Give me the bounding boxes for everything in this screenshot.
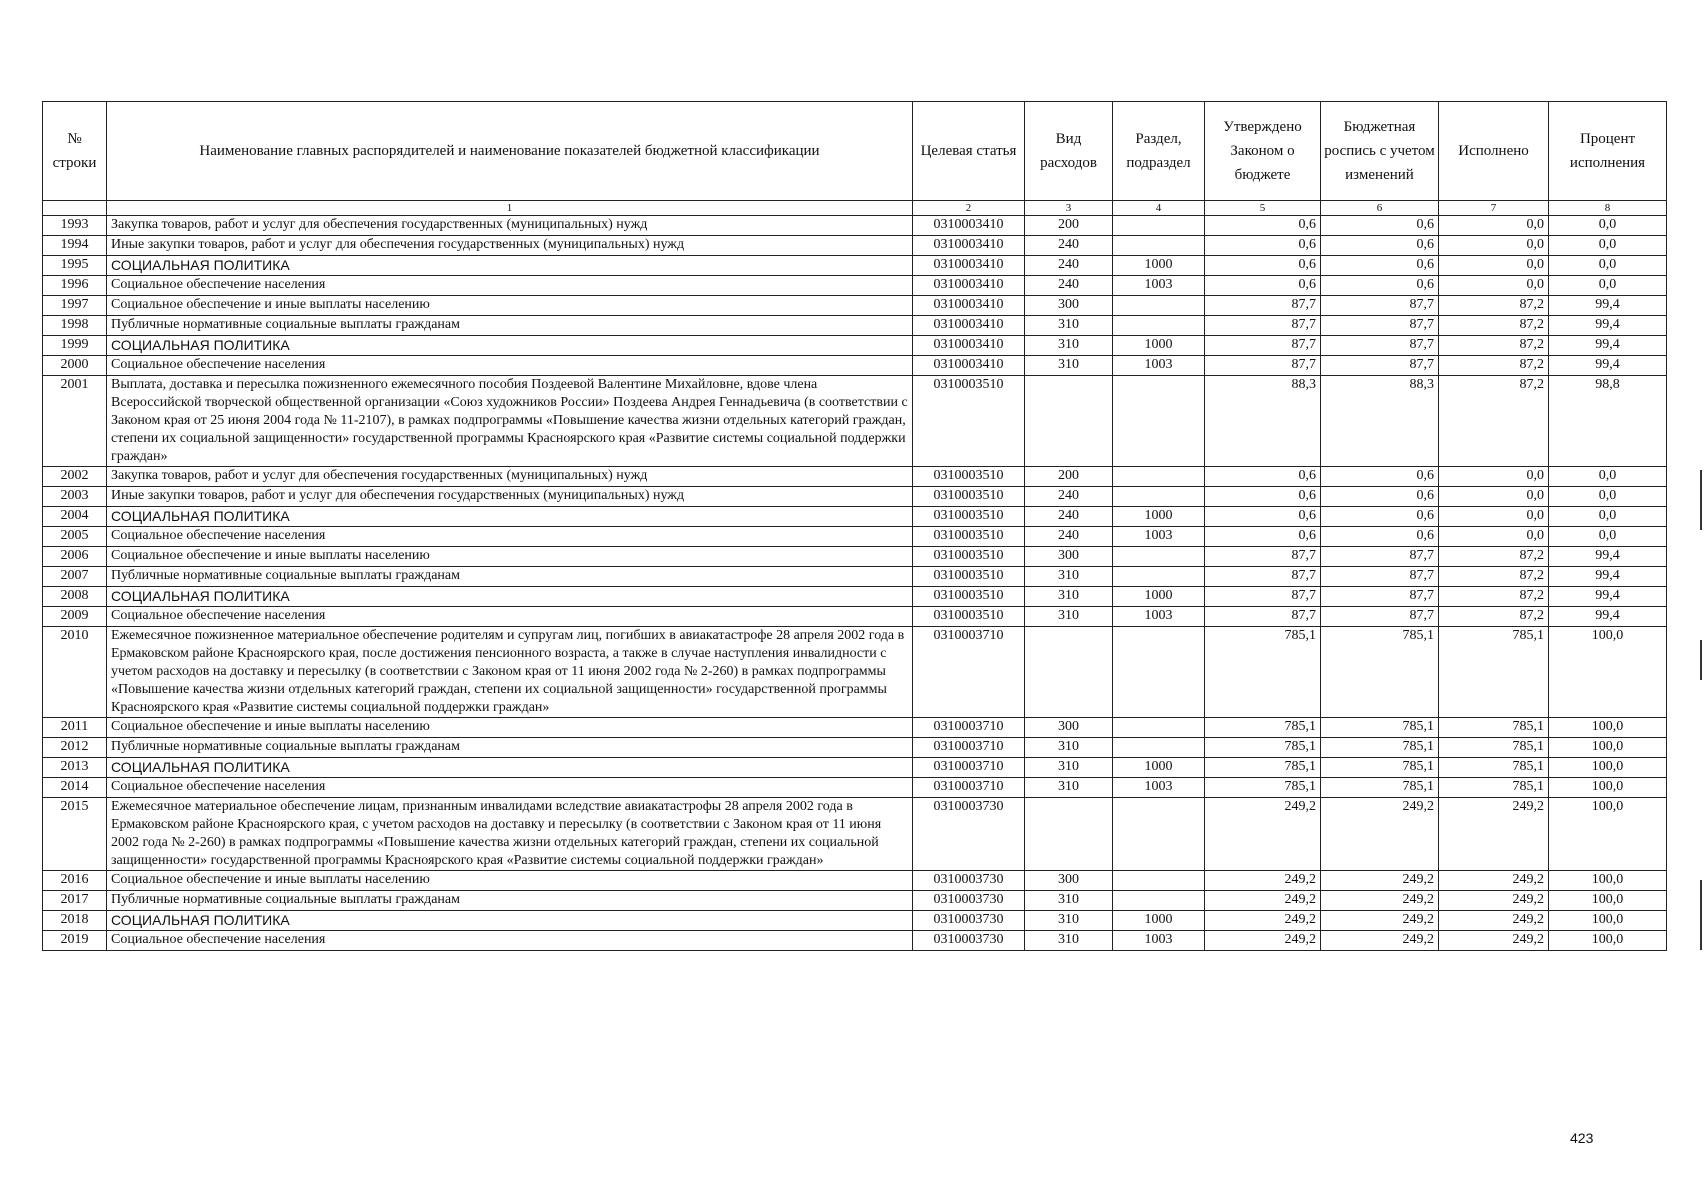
- cell-section: 1000: [1113, 336, 1205, 356]
- cell-approved: 87,7: [1205, 356, 1321, 376]
- cell-name: Ежемесячное пожизненное материальное обеспечение родителям и супругам лиц, погибших в авиакатастрофе 28 апреля 2002 года в Ермаковском районе Красноярского края, после достижения пенсионного возраста, а также в случае наступления инвалидности с учетом расходов на доставку и пересылку (в соответствии с Законом края от 11 июня 2002 года № 2-260) в рамках подпрограммы «Повышение качества жизни отдельных категорий граждан, степени их социальной защищенности» государственной программы Красноярского края «Развитие системы социальной поддержки граждан»: [107, 627, 913, 718]
- cell-approved: 0,6: [1205, 467, 1321, 487]
- cell-expense-type: 300: [1025, 718, 1113, 738]
- cell-approved: 88,3: [1205, 376, 1321, 467]
- table-row: [43, 778, 1667, 798]
- cell-target-article: 0310003710: [913, 627, 1025, 718]
- cell-target-article: 0310003410: [913, 356, 1025, 376]
- cell-approved: 87,7: [1205, 587, 1321, 607]
- cell-section: 1000: [1113, 758, 1205, 778]
- cell-executed: 87,2: [1439, 567, 1549, 587]
- cell-expense-type: [1025, 627, 1113, 718]
- cell-name: Публичные нормативные социальные выплаты гражданам: [107, 738, 913, 758]
- cell-approved: 249,2: [1205, 871, 1321, 891]
- cell-name: Иные закупки товаров, работ и услуг для обеспечения государственных (муниципальных) нужд: [107, 236, 913, 256]
- cell-expense-type: 310: [1025, 738, 1113, 758]
- cell-expense-type: 310: [1025, 931, 1113, 951]
- cell-expense-type: 310: [1025, 607, 1113, 627]
- cell-approved: 249,2: [1205, 911, 1321, 931]
- cell-name: СОЦИАЛЬНАЯ ПОЛИТИКА: [107, 911, 913, 931]
- table-row: [43, 567, 1667, 587]
- cell-section: 1000: [1113, 256, 1205, 276]
- cell-executed: 87,2: [1439, 296, 1549, 316]
- cell-section: [1113, 567, 1205, 587]
- column-number: 5: [1205, 201, 1321, 216]
- cell-row-number: 2012: [43, 738, 107, 758]
- cell-row-number: 1995: [43, 256, 107, 276]
- cell-row-number: 2015: [43, 798, 107, 871]
- cell-budget-list: 249,2: [1321, 911, 1439, 931]
- cell-expense-type: 310: [1025, 911, 1113, 931]
- scan-margin-mark: [1700, 880, 1702, 950]
- cell-executed: 785,1: [1439, 738, 1549, 758]
- cell-expense-type: 200: [1025, 216, 1113, 236]
- table-row: [43, 296, 1667, 316]
- cell-executed: 0,0: [1439, 216, 1549, 236]
- cell-section: [1113, 376, 1205, 467]
- cell-expense-type: 300: [1025, 871, 1113, 891]
- cell-name: Публичные нормативные социальные выплаты гражданам: [107, 567, 913, 587]
- cell-approved: 785,1: [1205, 778, 1321, 798]
- cell-percent: 0,0: [1549, 507, 1667, 527]
- cell-section: [1113, 627, 1205, 718]
- column-number: 7: [1439, 201, 1549, 216]
- cell-budget-list: 785,1: [1321, 778, 1439, 798]
- cell-percent: 100,0: [1549, 627, 1667, 718]
- cell-row-number: 2019: [43, 931, 107, 951]
- cell-executed: 0,0: [1439, 256, 1549, 276]
- cell-percent: 100,0: [1549, 798, 1667, 871]
- cell-executed: 785,1: [1439, 778, 1549, 798]
- cell-name: Социальное обеспечение населения: [107, 931, 913, 951]
- cell-row-number: 2016: [43, 871, 107, 891]
- cell-target-article: 0310003510: [913, 376, 1025, 467]
- cell-percent: 100,0: [1549, 911, 1667, 931]
- cell-target-article: 0310003730: [913, 871, 1025, 891]
- table-row: [43, 587, 1667, 607]
- header-target-article: Целевая статья: [913, 102, 1025, 201]
- cell-section: [1113, 467, 1205, 487]
- table-row: [43, 236, 1667, 256]
- cell-row-number: 2002: [43, 467, 107, 487]
- cell-target-article: 0310003510: [913, 567, 1025, 587]
- budget-document: [42, 101, 1666, 951]
- cell-section: 1003: [1113, 276, 1205, 296]
- cell-executed: 0,0: [1439, 527, 1549, 547]
- cell-approved: 785,1: [1205, 627, 1321, 718]
- cell-approved: 0,6: [1205, 487, 1321, 507]
- cell-section: [1113, 871, 1205, 891]
- cell-section: 1003: [1113, 527, 1205, 547]
- cell-approved: 0,6: [1205, 216, 1321, 236]
- cell-budget-list: 88,3: [1321, 376, 1439, 467]
- cell-target-article: 0310003410: [913, 336, 1025, 356]
- cell-percent: 100,0: [1549, 871, 1667, 891]
- table-body: [43, 216, 1667, 951]
- cell-section: [1113, 216, 1205, 236]
- cell-name: Социальное обеспечение и иные выплаты населению: [107, 718, 913, 738]
- cell-row-number: 2013: [43, 758, 107, 778]
- cell-approved: 87,7: [1205, 607, 1321, 627]
- cell-target-article: 0310003510: [913, 507, 1025, 527]
- cell-approved: 87,7: [1205, 336, 1321, 356]
- cell-budget-list: 0,6: [1321, 527, 1439, 547]
- cell-budget-list: 87,7: [1321, 356, 1439, 376]
- cell-row-number: 1996: [43, 276, 107, 296]
- cell-budget-list: 785,1: [1321, 718, 1439, 738]
- cell-target-article: 0310003730: [913, 798, 1025, 871]
- cell-name: Социальное обеспечение населения: [107, 527, 913, 547]
- table-row: [43, 527, 1667, 547]
- cell-target-article: 0310003510: [913, 547, 1025, 567]
- cell-executed: 87,2: [1439, 607, 1549, 627]
- cell-target-article: 0310003410: [913, 216, 1025, 236]
- cell-budget-list: 0,6: [1321, 216, 1439, 236]
- cell-approved: 785,1: [1205, 738, 1321, 758]
- table-row: [43, 607, 1667, 627]
- cell-name: Публичные нормативные социальные выплаты гражданам: [107, 316, 913, 336]
- cell-approved: 87,7: [1205, 296, 1321, 316]
- table-row: [43, 276, 1667, 296]
- cell-percent: 100,0: [1549, 758, 1667, 778]
- cell-section: 1003: [1113, 778, 1205, 798]
- cell-target-article: 0310003510: [913, 467, 1025, 487]
- table-row: [43, 467, 1667, 487]
- cell-target-article: 0310003730: [913, 911, 1025, 931]
- header-section: Раздел, подраздел: [1113, 102, 1205, 201]
- cell-section: [1113, 236, 1205, 256]
- table-row: [43, 376, 1667, 467]
- table-row: [43, 758, 1667, 778]
- budget-execution-table: [42, 101, 1667, 951]
- cell-budget-list: 785,1: [1321, 738, 1439, 758]
- cell-target-article: 0310003730: [913, 891, 1025, 911]
- cell-name: Социальное обеспечение населения: [107, 356, 913, 376]
- cell-target-article: 0310003410: [913, 236, 1025, 256]
- page-number: 423: [1570, 1130, 1594, 1146]
- cell-name: Публичные нормативные социальные выплаты гражданам: [107, 891, 913, 911]
- cell-executed: 0,0: [1439, 487, 1549, 507]
- table-row: [43, 738, 1667, 758]
- cell-row-number: 2011: [43, 718, 107, 738]
- cell-budget-list: 785,1: [1321, 627, 1439, 718]
- cell-percent: 0,0: [1549, 236, 1667, 256]
- cell-executed: 87,2: [1439, 587, 1549, 607]
- cell-section: 1003: [1113, 356, 1205, 376]
- cell-name: СОЦИАЛЬНАЯ ПОЛИТИКА: [107, 587, 913, 607]
- cell-percent: 99,4: [1549, 607, 1667, 627]
- cell-budget-list: 249,2: [1321, 931, 1439, 951]
- cell-executed: 0,0: [1439, 236, 1549, 256]
- table-row: [43, 316, 1667, 336]
- table-row: [43, 911, 1667, 931]
- cell-budget-list: 785,1: [1321, 758, 1439, 778]
- header-approved: Утверждено Законом о бюджете: [1205, 102, 1321, 201]
- cell-approved: 0,6: [1205, 256, 1321, 276]
- cell-target-article: 0310003510: [913, 527, 1025, 547]
- cell-expense-type: [1025, 376, 1113, 467]
- cell-executed: 87,2: [1439, 356, 1549, 376]
- cell-approved: 785,1: [1205, 718, 1321, 738]
- column-number: 2: [913, 201, 1025, 216]
- header-name: Наименование главных распорядителей и наименование показателей бюджетной классификации: [107, 102, 913, 201]
- cell-section: 1003: [1113, 607, 1205, 627]
- cell-section: [1113, 487, 1205, 507]
- cell-row-number: 2007: [43, 567, 107, 587]
- cell-section: [1113, 738, 1205, 758]
- cell-percent: 0,0: [1549, 527, 1667, 547]
- cell-row-number: 2001: [43, 376, 107, 467]
- cell-name: Иные закупки товаров, работ и услуг для обеспечения государственных (муниципальных) нужд: [107, 487, 913, 507]
- cell-row-number: 2005: [43, 527, 107, 547]
- cell-name: Выплата, доставка и пересылка пожизненного ежемесячного пособия Поздеевой Валентине Михайловне, вдове члена Всероссийской творческой общественной организации «Союз художников России» Поздеева Андрея Геннадьевича (в соответствии с Законом края от 25 июня 2004 года № 11-2107), в рамках подпрограммы «Повышение качества жизни отдельных категорий граждан, степени их социальной защищенности» государственной программы Красноярского края «Развитие системы социальной поддержки граждан»: [107, 376, 913, 467]
- cell-name: Социальное обеспечение населения: [107, 276, 913, 296]
- cell-target-article: 0310003410: [913, 296, 1025, 316]
- cell-budget-list: 249,2: [1321, 798, 1439, 871]
- cell-percent: 0,0: [1549, 487, 1667, 507]
- cell-section: 1003: [1113, 931, 1205, 951]
- cell-section: [1113, 718, 1205, 738]
- header-percent: Процент исполнения: [1549, 102, 1667, 201]
- cell-percent: 100,0: [1549, 718, 1667, 738]
- cell-target-article: 0310003510: [913, 587, 1025, 607]
- cell-executed: 249,2: [1439, 798, 1549, 871]
- column-number: 1: [107, 201, 913, 216]
- cell-row-number: 2006: [43, 547, 107, 567]
- cell-approved: 87,7: [1205, 547, 1321, 567]
- cell-target-article: 0310003410: [913, 276, 1025, 296]
- cell-budget-list: 0,6: [1321, 467, 1439, 487]
- cell-budget-list: 87,7: [1321, 296, 1439, 316]
- header-budget-list: Бюджетная роспись с учетом изменений: [1321, 102, 1439, 201]
- table-row: [43, 871, 1667, 891]
- cell-row-number: 1999: [43, 336, 107, 356]
- table-row: [43, 627, 1667, 718]
- cell-expense-type: 240: [1025, 256, 1113, 276]
- cell-percent: 98,8: [1549, 376, 1667, 467]
- cell-budget-list: 87,7: [1321, 316, 1439, 336]
- cell-expense-type: 310: [1025, 891, 1113, 911]
- cell-section: 1000: [1113, 507, 1205, 527]
- column-number: 6: [1321, 201, 1439, 216]
- cell-target-article: 0310003710: [913, 778, 1025, 798]
- cell-percent: 0,0: [1549, 276, 1667, 296]
- cell-row-number: 1994: [43, 236, 107, 256]
- cell-target-article: 0310003730: [913, 931, 1025, 951]
- cell-percent: 100,0: [1549, 891, 1667, 911]
- table-row: [43, 718, 1667, 738]
- cell-budget-list: 0,6: [1321, 487, 1439, 507]
- cell-executed: 87,2: [1439, 547, 1549, 567]
- cell-name: СОЦИАЛЬНАЯ ПОЛИТИКА: [107, 256, 913, 276]
- cell-expense-type: 310: [1025, 778, 1113, 798]
- cell-target-article: 0310003410: [913, 316, 1025, 336]
- cell-percent: 99,4: [1549, 316, 1667, 336]
- cell-name: СОЦИАЛЬНАЯ ПОЛИТИКА: [107, 336, 913, 356]
- cell-expense-type: [1025, 798, 1113, 871]
- cell-target-article: 0310003410: [913, 256, 1025, 276]
- cell-budget-list: 87,7: [1321, 547, 1439, 567]
- cell-approved: 785,1: [1205, 758, 1321, 778]
- cell-expense-type: 300: [1025, 547, 1113, 567]
- cell-name: Ежемесячное материальное обеспечение лицам, признанным инвалидами вследствие авиакатастрофы 28 апреля 2002 года в Ермаковском районе Красноярского края, с учетом расходов на доставку и пересылку (в соответствии с Законом края от 11 июня 2002 года № 2-260) в рамках подпрограммы «Повышение качества жизни отдельных категорий граждан, степени их социальной защищенности» государственной программы Красноярского края «Развитие системы социальной поддержки граждан»: [107, 798, 913, 871]
- cell-expense-type: 240: [1025, 507, 1113, 527]
- scan-margin-mark: [1700, 640, 1702, 680]
- header-expense-type: Вид расходов: [1025, 102, 1113, 201]
- cell-executed: 249,2: [1439, 871, 1549, 891]
- cell-percent: 100,0: [1549, 738, 1667, 758]
- cell-budget-list: 249,2: [1321, 891, 1439, 911]
- cell-percent: 99,4: [1549, 356, 1667, 376]
- table-header-row: [43, 102, 1667, 201]
- cell-approved: 0,6: [1205, 527, 1321, 547]
- cell-budget-list: 0,6: [1321, 256, 1439, 276]
- cell-executed: 87,2: [1439, 316, 1549, 336]
- header-row-number: № строки: [43, 102, 107, 201]
- table-row: [43, 336, 1667, 356]
- cell-name: Социальное обеспечение населения: [107, 778, 913, 798]
- cell-executed: 785,1: [1439, 758, 1549, 778]
- cell-budget-list: 249,2: [1321, 871, 1439, 891]
- cell-row-number: 1998: [43, 316, 107, 336]
- cell-budget-list: 0,6: [1321, 276, 1439, 296]
- header-executed: Исполнено: [1439, 102, 1549, 201]
- cell-section: [1113, 316, 1205, 336]
- cell-expense-type: 300: [1025, 296, 1113, 316]
- cell-row-number: 2004: [43, 507, 107, 527]
- cell-budget-list: 87,7: [1321, 607, 1439, 627]
- cell-percent: 0,0: [1549, 256, 1667, 276]
- scan-margin-mark: [1700, 470, 1702, 530]
- cell-expense-type: 240: [1025, 276, 1113, 296]
- cell-name: СОЦИАЛЬНАЯ ПОЛИТИКА: [107, 507, 913, 527]
- cell-executed: 87,2: [1439, 336, 1549, 356]
- cell-percent: 99,4: [1549, 296, 1667, 316]
- cell-row-number: 2008: [43, 587, 107, 607]
- cell-percent: 99,4: [1549, 547, 1667, 567]
- cell-executed: 249,2: [1439, 911, 1549, 931]
- cell-row-number: 2017: [43, 891, 107, 911]
- cell-approved: 0,6: [1205, 236, 1321, 256]
- cell-budget-list: 87,7: [1321, 336, 1439, 356]
- table-row: [43, 891, 1667, 911]
- cell-executed: 87,2: [1439, 376, 1549, 467]
- cell-executed: 0,0: [1439, 507, 1549, 527]
- cell-section: 1000: [1113, 587, 1205, 607]
- cell-section: [1113, 798, 1205, 871]
- cell-row-number: 2000: [43, 356, 107, 376]
- cell-row-number: 2010: [43, 627, 107, 718]
- cell-budget-list: 0,6: [1321, 236, 1439, 256]
- cell-expense-type: 310: [1025, 587, 1113, 607]
- cell-approved: 249,2: [1205, 891, 1321, 911]
- cell-target-article: 0310003510: [913, 487, 1025, 507]
- table-row: [43, 547, 1667, 567]
- cell-section: 1000: [1113, 911, 1205, 931]
- cell-executed: 785,1: [1439, 718, 1549, 738]
- column-number: [43, 201, 107, 216]
- cell-percent: 99,4: [1549, 587, 1667, 607]
- cell-budget-list: 0,6: [1321, 507, 1439, 527]
- cell-name: Закупка товаров, работ и услуг для обеспечения государственных (муниципальных) нужд: [107, 216, 913, 236]
- cell-expense-type: 310: [1025, 336, 1113, 356]
- cell-executed: 0,0: [1439, 467, 1549, 487]
- table-row: [43, 798, 1667, 871]
- cell-executed: 249,2: [1439, 891, 1549, 911]
- cell-expense-type: 240: [1025, 527, 1113, 547]
- cell-approved: 87,7: [1205, 316, 1321, 336]
- cell-row-number: 2009: [43, 607, 107, 627]
- cell-executed: 249,2: [1439, 931, 1549, 951]
- cell-executed: 0,0: [1439, 276, 1549, 296]
- table-row: [43, 507, 1667, 527]
- cell-approved: 0,6: [1205, 507, 1321, 527]
- cell-expense-type: 310: [1025, 356, 1113, 376]
- column-number-row: [43, 201, 1667, 216]
- cell-percent: 0,0: [1549, 467, 1667, 487]
- table-row: [43, 931, 1667, 951]
- cell-section: [1113, 296, 1205, 316]
- cell-percent: 100,0: [1549, 778, 1667, 798]
- cell-name: СОЦИАЛЬНАЯ ПОЛИТИКА: [107, 758, 913, 778]
- cell-name: Социальное обеспечение и иные выплаты населению: [107, 871, 913, 891]
- cell-approved: 249,2: [1205, 798, 1321, 871]
- cell-name: Закупка товаров, работ и услуг для обеспечения государственных (муниципальных) нужд: [107, 467, 913, 487]
- cell-percent: 0,0: [1549, 216, 1667, 236]
- table-row: [43, 216, 1667, 236]
- cell-budget-list: 87,7: [1321, 587, 1439, 607]
- cell-expense-type: 310: [1025, 567, 1113, 587]
- table-row: [43, 487, 1667, 507]
- cell-expense-type: 240: [1025, 487, 1113, 507]
- cell-name: Социальное обеспечение и иные выплаты населению: [107, 296, 913, 316]
- cell-expense-type: 310: [1025, 758, 1113, 778]
- cell-expense-type: 310: [1025, 316, 1113, 336]
- cell-percent: 100,0: [1549, 931, 1667, 951]
- column-number: 8: [1549, 201, 1667, 216]
- cell-name: Социальное обеспечение населения: [107, 607, 913, 627]
- cell-approved: 249,2: [1205, 931, 1321, 951]
- cell-section: [1113, 547, 1205, 567]
- cell-percent: 99,4: [1549, 567, 1667, 587]
- cell-approved: 87,7: [1205, 567, 1321, 587]
- cell-row-number: 2018: [43, 911, 107, 931]
- cell-budget-list: 87,7: [1321, 567, 1439, 587]
- table-row: [43, 356, 1667, 376]
- cell-row-number: 1993: [43, 216, 107, 236]
- cell-percent: 99,4: [1549, 336, 1667, 356]
- cell-target-article: 0310003710: [913, 738, 1025, 758]
- cell-expense-type: 240: [1025, 236, 1113, 256]
- cell-expense-type: 200: [1025, 467, 1113, 487]
- cell-name: Социальное обеспечение и иные выплаты населению: [107, 547, 913, 567]
- cell-executed: 785,1: [1439, 627, 1549, 718]
- table-row: [43, 256, 1667, 276]
- cell-row-number: 2014: [43, 778, 107, 798]
- cell-target-article: 0310003710: [913, 718, 1025, 738]
- cell-section: [1113, 891, 1205, 911]
- cell-row-number: 1997: [43, 296, 107, 316]
- cell-approved: 0,6: [1205, 276, 1321, 296]
- cell-target-article: 0310003710: [913, 758, 1025, 778]
- cell-target-article: 0310003510: [913, 607, 1025, 627]
- cell-row-number: 2003: [43, 487, 107, 507]
- column-number: 3: [1025, 201, 1113, 216]
- column-number: 4: [1113, 201, 1205, 216]
